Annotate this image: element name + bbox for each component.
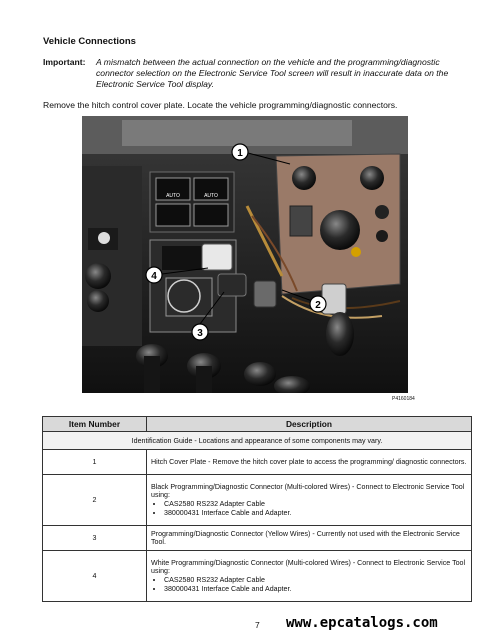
- table-row: [43, 475, 472, 526]
- item-description: White Programming/Diagnostic Connector (Multi-colored Wires) - Connect to Electronic Service Tool using: • CAS2580 RS232 Adapter Cable • 380000431 Interface Cable and Adapter.: [147, 551, 472, 602]
- item-number: 3: [43, 526, 147, 551]
- callout-2: [310, 296, 326, 312]
- callout-4: [146, 267, 162, 283]
- item-description: Hitch Cover Plate - Remove the hitch cover plate to access the programming/ diagnostic connectors.: [147, 450, 472, 475]
- item-number: 4: [43, 551, 147, 602]
- svg-text:3: 3: [197, 328, 203, 339]
- table-header-row: [43, 417, 472, 432]
- table-row: [43, 526, 472, 551]
- important-label: Important:: [43, 57, 86, 67]
- item-description: Black Programming/Diagnostic Connector (Multi-colored Wires) - Connect to Electronic Service Tool using: • CAS2580 RS232 Adapter Cable • 380000431 Interface Cable and Adapter.: [147, 475, 472, 526]
- callout-3: [192, 324, 208, 340]
- bullet-item: • 380000431 Interface Cable and Adapter.: [164, 585, 467, 593]
- panel-label-2: AUTO: [204, 193, 218, 199]
- figure-id: P4160184: [392, 396, 415, 402]
- bullet-item: • CAS2580 RS232 Adapter Cable: [164, 576, 467, 584]
- svg-text:4: 4: [151, 271, 157, 282]
- svg-text:2: 2: [315, 300, 321, 311]
- item-number: 1: [43, 450, 147, 475]
- identification-guide: Identification Guide - Locations and appearance of some components may vary.: [43, 432, 472, 450]
- important-text: A mismatch between the actual connection on the vehicle and the programming/diagnostic connector selection on the Electronic Service Tool screen will result in inaccurate data on the Electronic Service Tool display.: [96, 57, 449, 89]
- svg-text:1: 1: [237, 148, 243, 159]
- watermark: www.epcatalogs.com: [286, 615, 438, 631]
- guide-row: [43, 432, 472, 450]
- intro-text: Remove the hitch control cover plate. Locate the vehicle programming/diagnostic connectors.: [43, 100, 398, 110]
- section-title: Vehicle Connections: [43, 36, 136, 47]
- page-number: 7: [255, 620, 260, 630]
- item-description: Programming/Diagnostic Connector (Yellow Wires) - Currently not used with the Electronic Service Tool.: [147, 526, 472, 551]
- item-table: [42, 416, 472, 602]
- table-row: [43, 450, 472, 475]
- panel-label-1: AUTO: [166, 193, 180, 199]
- callout-1: [232, 144, 248, 160]
- column-header-description: Description: [147, 417, 472, 432]
- vehicle-photo: [82, 116, 408, 393]
- table-row: [43, 551, 472, 602]
- bullet-item: • CAS2580 RS232 Adapter Cable: [164, 500, 467, 508]
- item-number: 2: [43, 475, 147, 526]
- column-header-item-number: Item Number: [43, 417, 147, 432]
- bullet-item: • 380000431 Interface Cable and Adapter.: [164, 509, 467, 517]
